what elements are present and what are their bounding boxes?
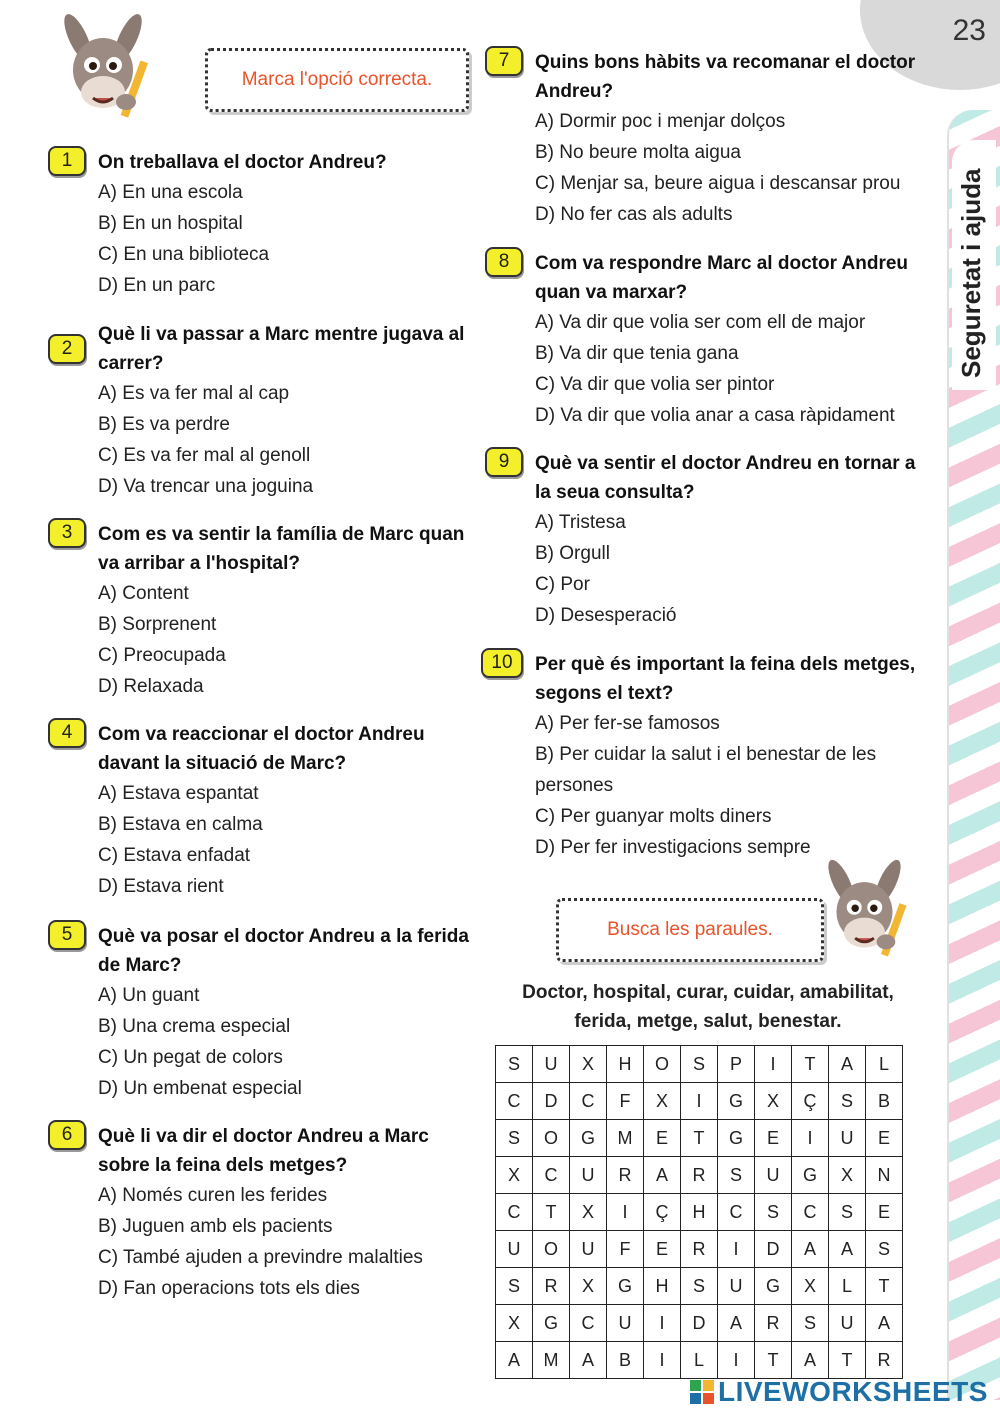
grid-cell[interactable]: T — [829, 1342, 866, 1379]
question-text: Què va sentir el doctor Andreu en tornar a la seua consulta? — [535, 453, 916, 503]
option-c[interactable]: C) Es va fer mal al genoll — [98, 445, 311, 466]
grid-cell[interactable]: L — [829, 1268, 866, 1305]
grid-cell[interactable]: S — [829, 1083, 866, 1120]
option-a[interactable]: A) Content — [98, 583, 189, 604]
donkey-mascot-icon — [812, 856, 917, 968]
grid-row — [496, 1342, 903, 1379]
grid-cell[interactable]: F — [607, 1231, 644, 1268]
option-c[interactable]: C) També ajuden a previndre malalties — [98, 1247, 423, 1268]
grid-cell[interactable]: X — [496, 1157, 533, 1194]
option-a[interactable]: A) Per fer-se famosos — [535, 713, 720, 734]
donkey-mascot-icon — [48, 10, 158, 130]
option-d[interactable]: D) Un embenat especial — [98, 1078, 302, 1099]
grid-cell[interactable]: T — [533, 1194, 570, 1231]
grid-cell[interactable]: A — [718, 1305, 755, 1342]
option-c[interactable]: C) Un pegat de colors — [98, 1047, 283, 1068]
question-number-badge: 1 — [48, 146, 86, 176]
grid-cell[interactable]: X — [570, 1268, 607, 1305]
grid-cell[interactable]: S — [718, 1157, 755, 1194]
grid-cell[interactable]: U — [607, 1305, 644, 1342]
grid-cell[interactable]: A — [496, 1342, 533, 1379]
grid-cell[interactable]: H — [644, 1268, 681, 1305]
word-search-grid — [495, 1045, 903, 1379]
grid-cell[interactable]: G — [718, 1083, 755, 1120]
grid-cell[interactable]: I — [644, 1305, 681, 1342]
question-number-badge: 4 — [48, 718, 86, 748]
grid-cell[interactable]: I — [681, 1083, 718, 1120]
grid-cell[interactable]: I — [755, 1046, 792, 1083]
grid-cell[interactable]: I — [607, 1194, 644, 1231]
grid-cell[interactable]: B — [607, 1342, 644, 1379]
grid-cell[interactable]: U — [496, 1231, 533, 1268]
grid-cell[interactable]: E — [644, 1120, 681, 1157]
question-text: Per què és important la feina dels metges, segons el text? — [535, 654, 916, 704]
grid-cell[interactable]: M — [533, 1342, 570, 1379]
grid-cell[interactable]: S — [792, 1305, 829, 1342]
option-d[interactable]: D) Per fer investigacions sempre — [535, 837, 811, 858]
grid-cell[interactable]: I — [718, 1231, 755, 1268]
question-2 — [61, 320, 478, 502]
grid-row — [496, 1157, 903, 1194]
option-c[interactable]: C) Menjar sa, beure aigua i descansar prou — [535, 173, 901, 194]
option-d[interactable]: D) Va trencar una joguina — [98, 476, 314, 497]
grid-cell[interactable]: U — [829, 1120, 866, 1157]
grid-row — [496, 1046, 903, 1083]
grid-cell[interactable]: G — [718, 1120, 755, 1157]
grid-cell[interactable]: U — [755, 1157, 792, 1194]
question-10 — [491, 650, 935, 863]
grid-cell[interactable]: X — [570, 1194, 607, 1231]
question-number-badge: 2 — [48, 334, 86, 364]
grid-cell[interactable]: E — [755, 1120, 792, 1157]
question-text: Què va posar el doctor Andreu a la ferida de Marc? — [98, 926, 469, 976]
grid-cell[interactable]: G — [607, 1268, 644, 1305]
question-number-badge: 7 — [485, 46, 523, 76]
grid-cell[interactable]: C — [496, 1194, 533, 1231]
side-title: Seguretat i ajuda — [956, 168, 986, 378]
page-number: 23 — [952, 14, 986, 47]
question-6 — [61, 1122, 478, 1304]
grid-cell[interactable]: T — [755, 1342, 792, 1379]
grid-cell[interactable]: A — [829, 1046, 866, 1083]
instruction-bubble-top: Marca l'opció correcta. — [205, 48, 469, 112]
grid-row — [496, 1194, 903, 1231]
grid-row — [496, 1305, 903, 1342]
grid-cell[interactable]: X — [496, 1305, 533, 1342]
grid-row — [496, 1268, 903, 1305]
grid-cell[interactable]: X — [829, 1157, 866, 1194]
grid-cell[interactable]: R — [681, 1231, 718, 1268]
question-9 — [498, 449, 935, 631]
grid-cell[interactable]: L — [866, 1046, 903, 1083]
question-number-badge: 10 — [481, 648, 523, 678]
grid-cell[interactable]: O — [644, 1046, 681, 1083]
option-b[interactable]: B) Una crema especial — [98, 1016, 291, 1037]
grid-cell[interactable]: S — [755, 1194, 792, 1231]
option-a[interactable]: A) Tristesa — [535, 512, 626, 533]
grid-cell[interactable]: T — [792, 1046, 829, 1083]
grid-cell[interactable]: Ç — [644, 1194, 681, 1231]
question-7 — [498, 48, 935, 230]
grid-cell[interactable]: G — [755, 1268, 792, 1305]
grid-cell[interactable]: A — [829, 1231, 866, 1268]
option-a[interactable]: A) Va dir que volia ser com ell de major — [535, 312, 866, 333]
question-8 — [498, 249, 935, 431]
grid-cell[interactable]: U — [829, 1305, 866, 1342]
option-a[interactable]: A) Dormir poc i menjar dolços — [535, 111, 786, 132]
question-text: Com es va sentir la família de Marc quan va arribar a l'hospital? — [98, 524, 465, 574]
question-text: On treballava el doctor Andreu? — [98, 152, 387, 173]
option-b[interactable]: B) No beure molta aigua — [535, 142, 741, 163]
grid-cell[interactable]: O — [533, 1231, 570, 1268]
option-d[interactable]: D) Relaxada — [98, 676, 204, 697]
grid-cell[interactable]: A — [644, 1157, 681, 1194]
grid-cell[interactable]: I — [792, 1120, 829, 1157]
grid-cell[interactable]: S — [681, 1046, 718, 1083]
grid-cell[interactable]: C — [570, 1083, 607, 1120]
question-text: Quins bons hàbits va recomanar el doctor Andreu? — [535, 52, 916, 102]
grid-cell[interactable]: C — [570, 1305, 607, 1342]
word-list: Doctor, hospital, curar, cuidar, amabilitat, ferida, metge, salut, benestar. — [522, 982, 894, 1032]
option-d[interactable]: D) No fer cas als adults — [535, 204, 733, 225]
grid-cell[interactable]: B — [866, 1083, 903, 1120]
grid-cell[interactable]: S — [496, 1268, 533, 1305]
grid-cell[interactable]: F — [607, 1083, 644, 1120]
grid-cell[interactable]: X — [792, 1268, 829, 1305]
grid-cell[interactable]: S — [681, 1268, 718, 1305]
question-text: Com va reaccionar el doctor Andreu davant la situació de Marc? — [98, 724, 425, 774]
grid-cell[interactable]: A — [866, 1305, 903, 1342]
option-a[interactable]: A) Estava espantat — [98, 783, 259, 804]
grid-cell[interactable]: S — [829, 1194, 866, 1231]
grid-cell[interactable]: U — [718, 1268, 755, 1305]
question-3 — [61, 520, 478, 702]
question-5 — [61, 922, 478, 1104]
grid-cell[interactable]: R — [607, 1157, 644, 1194]
option-d[interactable]: D) Desesperació — [535, 605, 677, 626]
brand-name: LIVEWORKSHEETS — [718, 1376, 988, 1407]
grid-cell[interactable]: S — [496, 1120, 533, 1157]
grid-cell[interactable]: S — [866, 1231, 903, 1268]
grid-cell[interactable]: G — [570, 1120, 607, 1157]
grid-cell[interactable]: E — [644, 1231, 681, 1268]
grid-cell[interactable]: C — [533, 1157, 570, 1194]
grid-cell[interactable]: U — [570, 1231, 607, 1268]
option-c[interactable]: C) Por — [535, 574, 590, 595]
question-text: Com va respondre Marc al doctor Andreu quan va marxar? — [535, 253, 909, 303]
question-1 — [61, 148, 478, 301]
question-text: Què li va passar a Marc mentre jugava al carrer? — [98, 324, 465, 374]
question-number-badge: 3 — [48, 518, 86, 548]
question-text: Què li va dir el doctor Andreu a Marc sobre la feina dels metges? — [98, 1126, 429, 1176]
grid-cell[interactable]: C — [718, 1194, 755, 1231]
grid-cell[interactable]: H — [607, 1046, 644, 1083]
grid-cell[interactable]: P — [718, 1046, 755, 1083]
option-b[interactable]: B) Orgull — [535, 543, 610, 564]
grid-cell[interactable]: G — [533, 1305, 570, 1342]
grid-cell[interactable]: S — [496, 1046, 533, 1083]
option-b[interactable]: B) Va dir que tenia gana — [535, 343, 739, 364]
option-b[interactable]: B) Es va perdre — [98, 414, 230, 435]
option-d[interactable]: D) En un parc — [98, 275, 216, 296]
option-b[interactable]: B) En un hospital — [98, 213, 243, 234]
question-number-badge: 9 — [485, 447, 523, 477]
grid-row — [496, 1120, 903, 1157]
grid-cell[interactable]: R — [533, 1268, 570, 1305]
grid-row — [496, 1083, 903, 1120]
grid-cell[interactable]: U — [533, 1046, 570, 1083]
option-c[interactable]: C) En una biblioteca — [98, 244, 270, 265]
option-d[interactable]: D) Estava rient — [98, 876, 224, 897]
grid-cell[interactable]: M — [607, 1120, 644, 1157]
option-c[interactable]: C) Preocupada — [98, 645, 226, 666]
grid-cell[interactable]: U — [570, 1157, 607, 1194]
grid-row — [496, 1231, 903, 1268]
grid-cell[interactable]: D — [681, 1305, 718, 1342]
option-b[interactable]: B) Juguen amb els pacients — [98, 1216, 333, 1237]
option-a[interactable]: A) Un guant — [98, 985, 200, 1006]
grid-cell[interactable]: Ç — [792, 1083, 829, 1120]
grid-cell[interactable]: C — [496, 1083, 533, 1120]
grid-cell[interactable]: X — [570, 1046, 607, 1083]
option-b[interactable]: B) Estava en calma — [98, 814, 263, 835]
grid-cell[interactable]: C — [792, 1194, 829, 1231]
grid-cell[interactable]: T — [866, 1268, 903, 1305]
grid-cell[interactable]: R — [866, 1342, 903, 1379]
grid-cell[interactable]: D — [755, 1231, 792, 1268]
option-a[interactable]: A) En una escola — [98, 182, 243, 203]
grid-cell[interactable]: T — [681, 1120, 718, 1157]
question-number-badge: 5 — [48, 920, 86, 950]
grid-cell[interactable]: X — [644, 1083, 681, 1120]
grid-cell[interactable]: I — [718, 1342, 755, 1379]
grid-cell[interactable]: G — [792, 1157, 829, 1194]
option-a[interactable]: A) Es va fer mal al cap — [98, 383, 290, 404]
option-d[interactable]: D) Fan operacions tots els dies — [98, 1278, 360, 1299]
grid-cell[interactable]: E — [866, 1120, 903, 1157]
grid-cell[interactable]: A — [570, 1342, 607, 1379]
liveworksheets-logo-icon — [690, 1380, 714, 1404]
question-4 — [61, 720, 478, 902]
grid-cell[interactable]: A — [792, 1342, 829, 1379]
option-b[interactable]: B) Sorprenent — [98, 614, 217, 635]
grid-cell[interactable]: E — [866, 1194, 903, 1231]
grid-cell[interactable]: X — [755, 1083, 792, 1120]
grid-cell[interactable]: I — [644, 1342, 681, 1379]
instruction-bubble-bottom: Busca les paraules. — [556, 898, 824, 962]
grid-cell[interactable]: A — [792, 1231, 829, 1268]
option-b[interactable]: B) Per cuidar la salut i el benestar de les persones — [535, 744, 877, 796]
grid-cell[interactable]: D — [533, 1083, 570, 1120]
grid-cell[interactable]: N — [866, 1157, 903, 1194]
option-a[interactable]: A) Només curen les ferides — [98, 1185, 328, 1206]
option-c[interactable]: C) Estava enfadat — [98, 845, 251, 866]
option-c[interactable]: C) Va dir que volia ser pintor — [535, 374, 775, 395]
question-number-badge: 8 — [485, 247, 523, 277]
grid-cell[interactable]: R — [681, 1157, 718, 1194]
option-c[interactable]: C) Per guanyar molts diners — [535, 806, 772, 827]
grid-cell[interactable]: O — [533, 1120, 570, 1157]
grid-cell[interactable]: H — [681, 1194, 718, 1231]
question-number-badge: 6 — [48, 1120, 86, 1150]
option-d[interactable]: D) Va dir que volia anar a casa ràpidament — [535, 405, 895, 426]
grid-cell[interactable]: L — [681, 1342, 718, 1379]
grid-cell[interactable]: R — [755, 1305, 792, 1342]
